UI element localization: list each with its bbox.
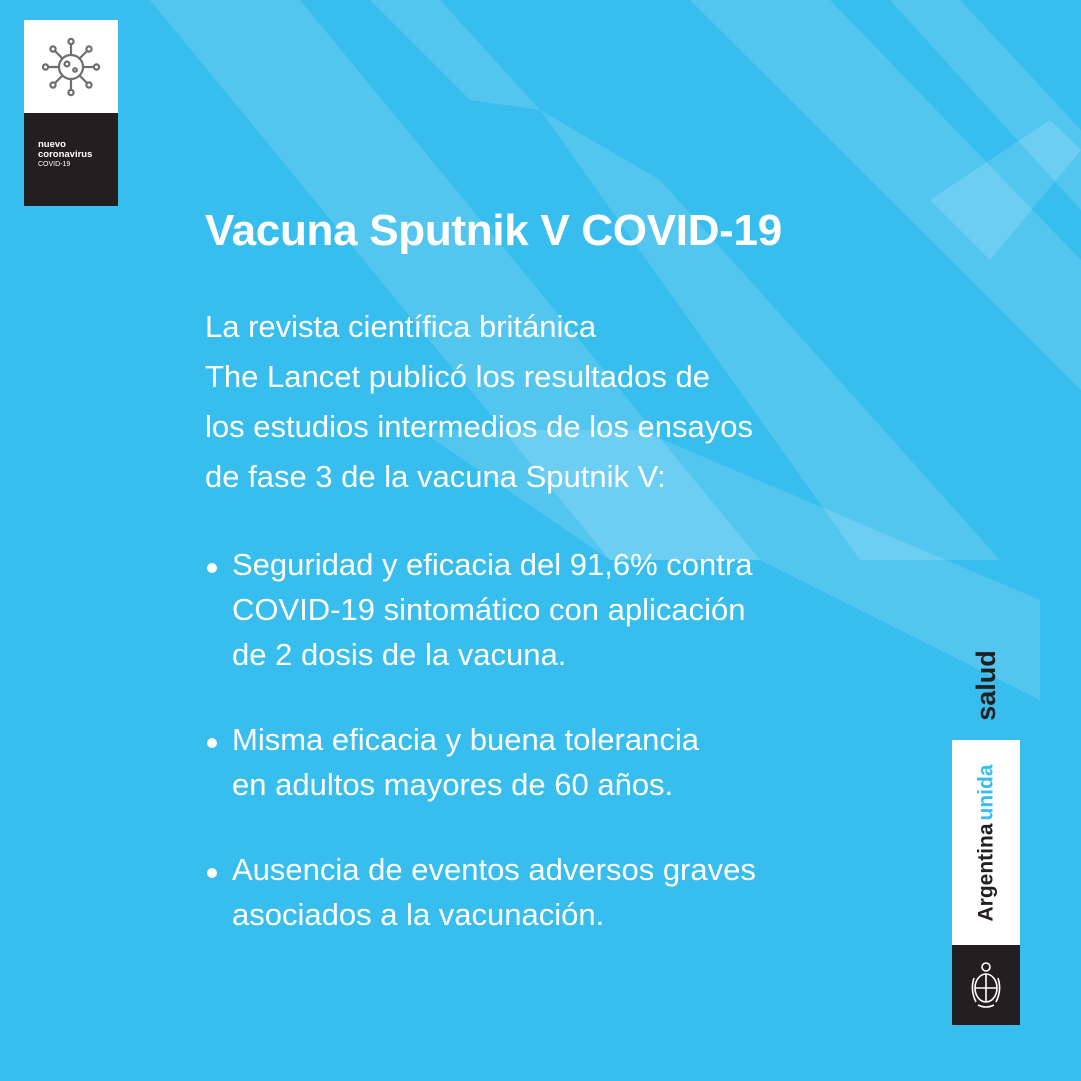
bullet-list xyxy=(205,542,925,937)
ministry-label xyxy=(952,630,1020,740)
intro-paragraph xyxy=(205,302,925,502)
government-brand xyxy=(952,630,1020,1025)
bullet-item xyxy=(205,847,925,937)
intro-line: The Lancet publicó los resultados de xyxy=(205,359,710,394)
covid-badge-icon-area xyxy=(24,20,118,113)
virus-icon xyxy=(39,35,103,99)
covid-badge-label-area xyxy=(24,113,118,206)
bullet-dot-icon xyxy=(207,738,217,748)
main-content xyxy=(205,200,925,977)
ministry-name: salud xyxy=(970,649,1001,721)
coat-of-arms-icon xyxy=(969,960,1003,1010)
page-title: Vacuna Sputnik V COVID-19 xyxy=(205,206,782,255)
bullet-item xyxy=(205,542,925,677)
intro-line: La revista científica británica xyxy=(205,309,597,344)
coat-of-arms-box xyxy=(952,945,1020,1025)
bullet-item xyxy=(205,717,925,807)
bullet-line: en adultos mayores de 60 años. xyxy=(232,767,674,802)
unida-word: unida xyxy=(974,763,998,820)
bullet-line: asociados a la vacunación. xyxy=(232,897,605,932)
intro-line: los estudios intermedios de los ensayos xyxy=(205,409,753,444)
argentina-unida-logo xyxy=(952,740,1020,945)
intro-line: de fase 3 de la vacuna Sputnik V: xyxy=(205,459,666,494)
covid-badge-line3: COVID-19 xyxy=(38,160,71,168)
bullet-line: Seguridad y eficacia del 91,6% contra xyxy=(232,547,753,582)
bullet-line: COVID-19 sintomático con aplicación xyxy=(232,592,746,627)
argentina-word: Argentina xyxy=(974,822,998,922)
covid-badge-line2: coronavirus xyxy=(38,148,93,160)
bullet-dot-icon xyxy=(207,563,217,573)
covid-badge xyxy=(24,20,118,206)
bullet-line: de 2 dosis de la vacuna. xyxy=(232,637,567,672)
bullet-dot-icon xyxy=(207,868,217,878)
covid-badge-line1: nuevo xyxy=(38,139,66,150)
bullet-line: Misma eficacia y buena tolerancia xyxy=(232,722,699,757)
bullet-line: Ausencia de eventos adversos graves xyxy=(232,852,756,887)
